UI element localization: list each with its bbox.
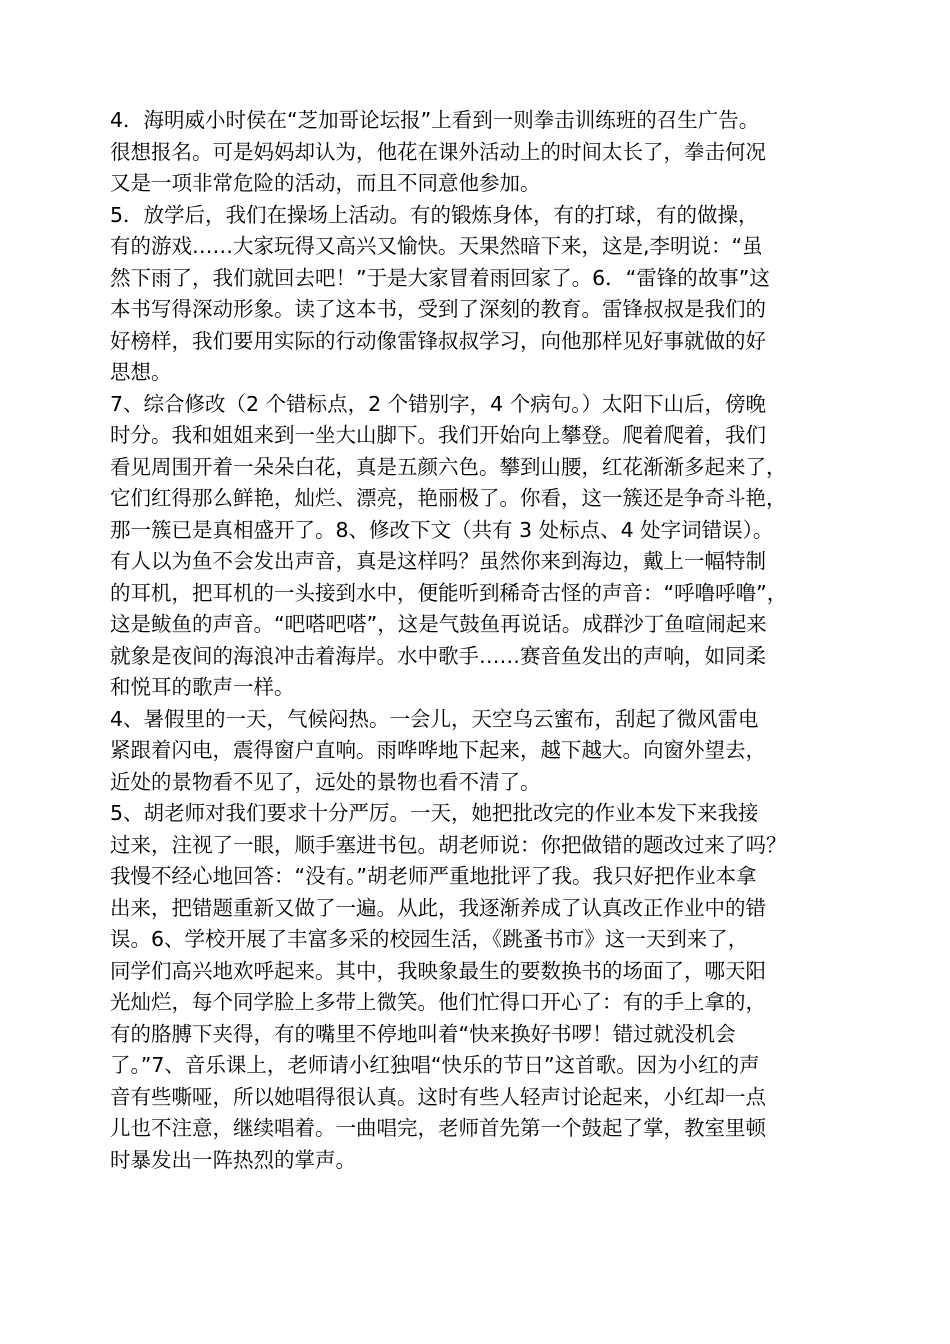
text-line: 出来，把错题重新又做了一遍。从此，我逐渐养成了认真改正作业中的错	[110, 895, 766, 920]
text-line: 过来，注视了一眼，顺手塞进书包。胡老师说：你把做错的题改过来了吗？	[110, 832, 787, 857]
text-line: 光灿烂，每个同学脸上多带上微笑。他们忙得口开心了：有的手上拿的，	[110, 990, 766, 1014]
text-line: 很想报名。可是妈妈却认为，他花在课外活动上的时间太长了，拳击何况	[110, 139, 766, 164]
text-line: 同学们高兴地欢呼起来。其中，我映象最生的要数换书的场面了，哪天阳	[110, 958, 766, 983]
text-line: 它们红得那么鲜艳，灿烂、漂亮，艳丽极了。你看，这一簇还是争奇斗艳，	[110, 486, 787, 510]
text-line: 的耳机，把耳机的一头接到水中，便能听到稀奇古怪的声音：“呼噜呼噜”，	[110, 580, 788, 605]
text-line: 然下雨了，我们就回去吧！”于是大家冒着雨回家了。6．“雷锋的故事”这	[110, 265, 770, 290]
text-line: 本书写得深动形象。读了这本书，受到了深刻的教育。雷锋叔叔是我们的	[110, 297, 766, 321]
text-line: 音有些嘶哑，所以她唱得很认真。这时有些人轻声讨论起来，小红却一点	[110, 1084, 766, 1109]
text-line: 看见周围开着一朵朵白花，真是五颜六色。攀到山腰，红花渐渐多起来了，	[110, 454, 787, 479]
text-line: 好榜样，我们要用实际的行动像雷锋叔叔学习，向他那样见好事就做的好	[110, 328, 766, 353]
text-line: 4、暑假里的一天，气候闷热。一会儿，天空乌云蜜布，刮起了微风雷电	[110, 706, 759, 731]
text-line: 思想。	[110, 360, 172, 384]
text-line: 时暴发出一阵热烈的掌声。	[110, 1147, 356, 1172]
text-line: 时分。我和姐姐来到一坐大山脚下。我们开始向上攀登。爬着爬着，我们	[110, 423, 766, 447]
text-line: 误。6、学校开展了丰富多采的校园生活，《跳蚤书市》这一天到来了，	[110, 927, 749, 951]
text-line: 这是鲅鱼的声音。“吧嗒吧嗒”，这是气鼓鱼再说话。成群沙丁鱼喧闹起来	[110, 612, 767, 636]
text-line: 紧跟着闪电，震得窗户直响。雨哗哗地下起来，越下越大。向窗外望去，	[110, 738, 766, 762]
text-line: 就象是夜间的海浪冲击着海岸。水中歌手……赛音鱼发出的声响，如同柔	[110, 643, 766, 668]
text-line: 那一簇已是真相盛开了。8、修改下文（共有 3 处标点、4 处字词错误）。	[110, 517, 774, 542]
text-line: 儿也不注意，继续唱着。一曲唱完，老师首先第一个鼓起了掌，教室里顿	[110, 1116, 766, 1140]
text-line: 和悦耳的歌声一样。	[110, 675, 295, 699]
text-line: 有的游戏……大家玩得又高兴又愉快。天果然暗下来，这是,李明说：“虽	[110, 234, 763, 258]
text-line: 了。”7、音乐课上，老师请小红独唱“快乐的节日”这首歌。因为小红的声	[110, 1053, 760, 1077]
document-body	[110, 105, 870, 1176]
text-line: 近处的景物看不见了，远处的景物也看不清了。	[110, 769, 541, 794]
text-line: 我慢不经心地回答：“没有。”胡老师严重地批评了我。我只好把作业本拿	[110, 864, 757, 888]
text-line: 5．放学后，我们在操场上活动。有的锻炼身体，有的打球，有的做操，	[110, 202, 759, 227]
text-line: 5、胡老师对我们要求十分严厉。一天，她把批改完的作业本发下来我接	[110, 801, 759, 825]
text-line: 7、综合修改（2 个错标点，2 个错别字，4 个病句。）太阳下山后，傍晚	[110, 391, 766, 416]
text-line: 4．海明威小时侯在“芝加哥论坛报”上看到一则拳击训练班的召生广告。	[110, 108, 760, 132]
text-line: 又是一项非常危险的活动，而且不同意他参加。	[110, 171, 541, 195]
text-line: 有人以为鱼不会发出声音，真是这样吗？虽然你来到海边，戴上一幅特制	[110, 549, 766, 573]
text-line: 有的胳膊下夹得，有的嘴里不停地叫着“快来换好书啰！错过就没机会	[110, 1021, 736, 1046]
